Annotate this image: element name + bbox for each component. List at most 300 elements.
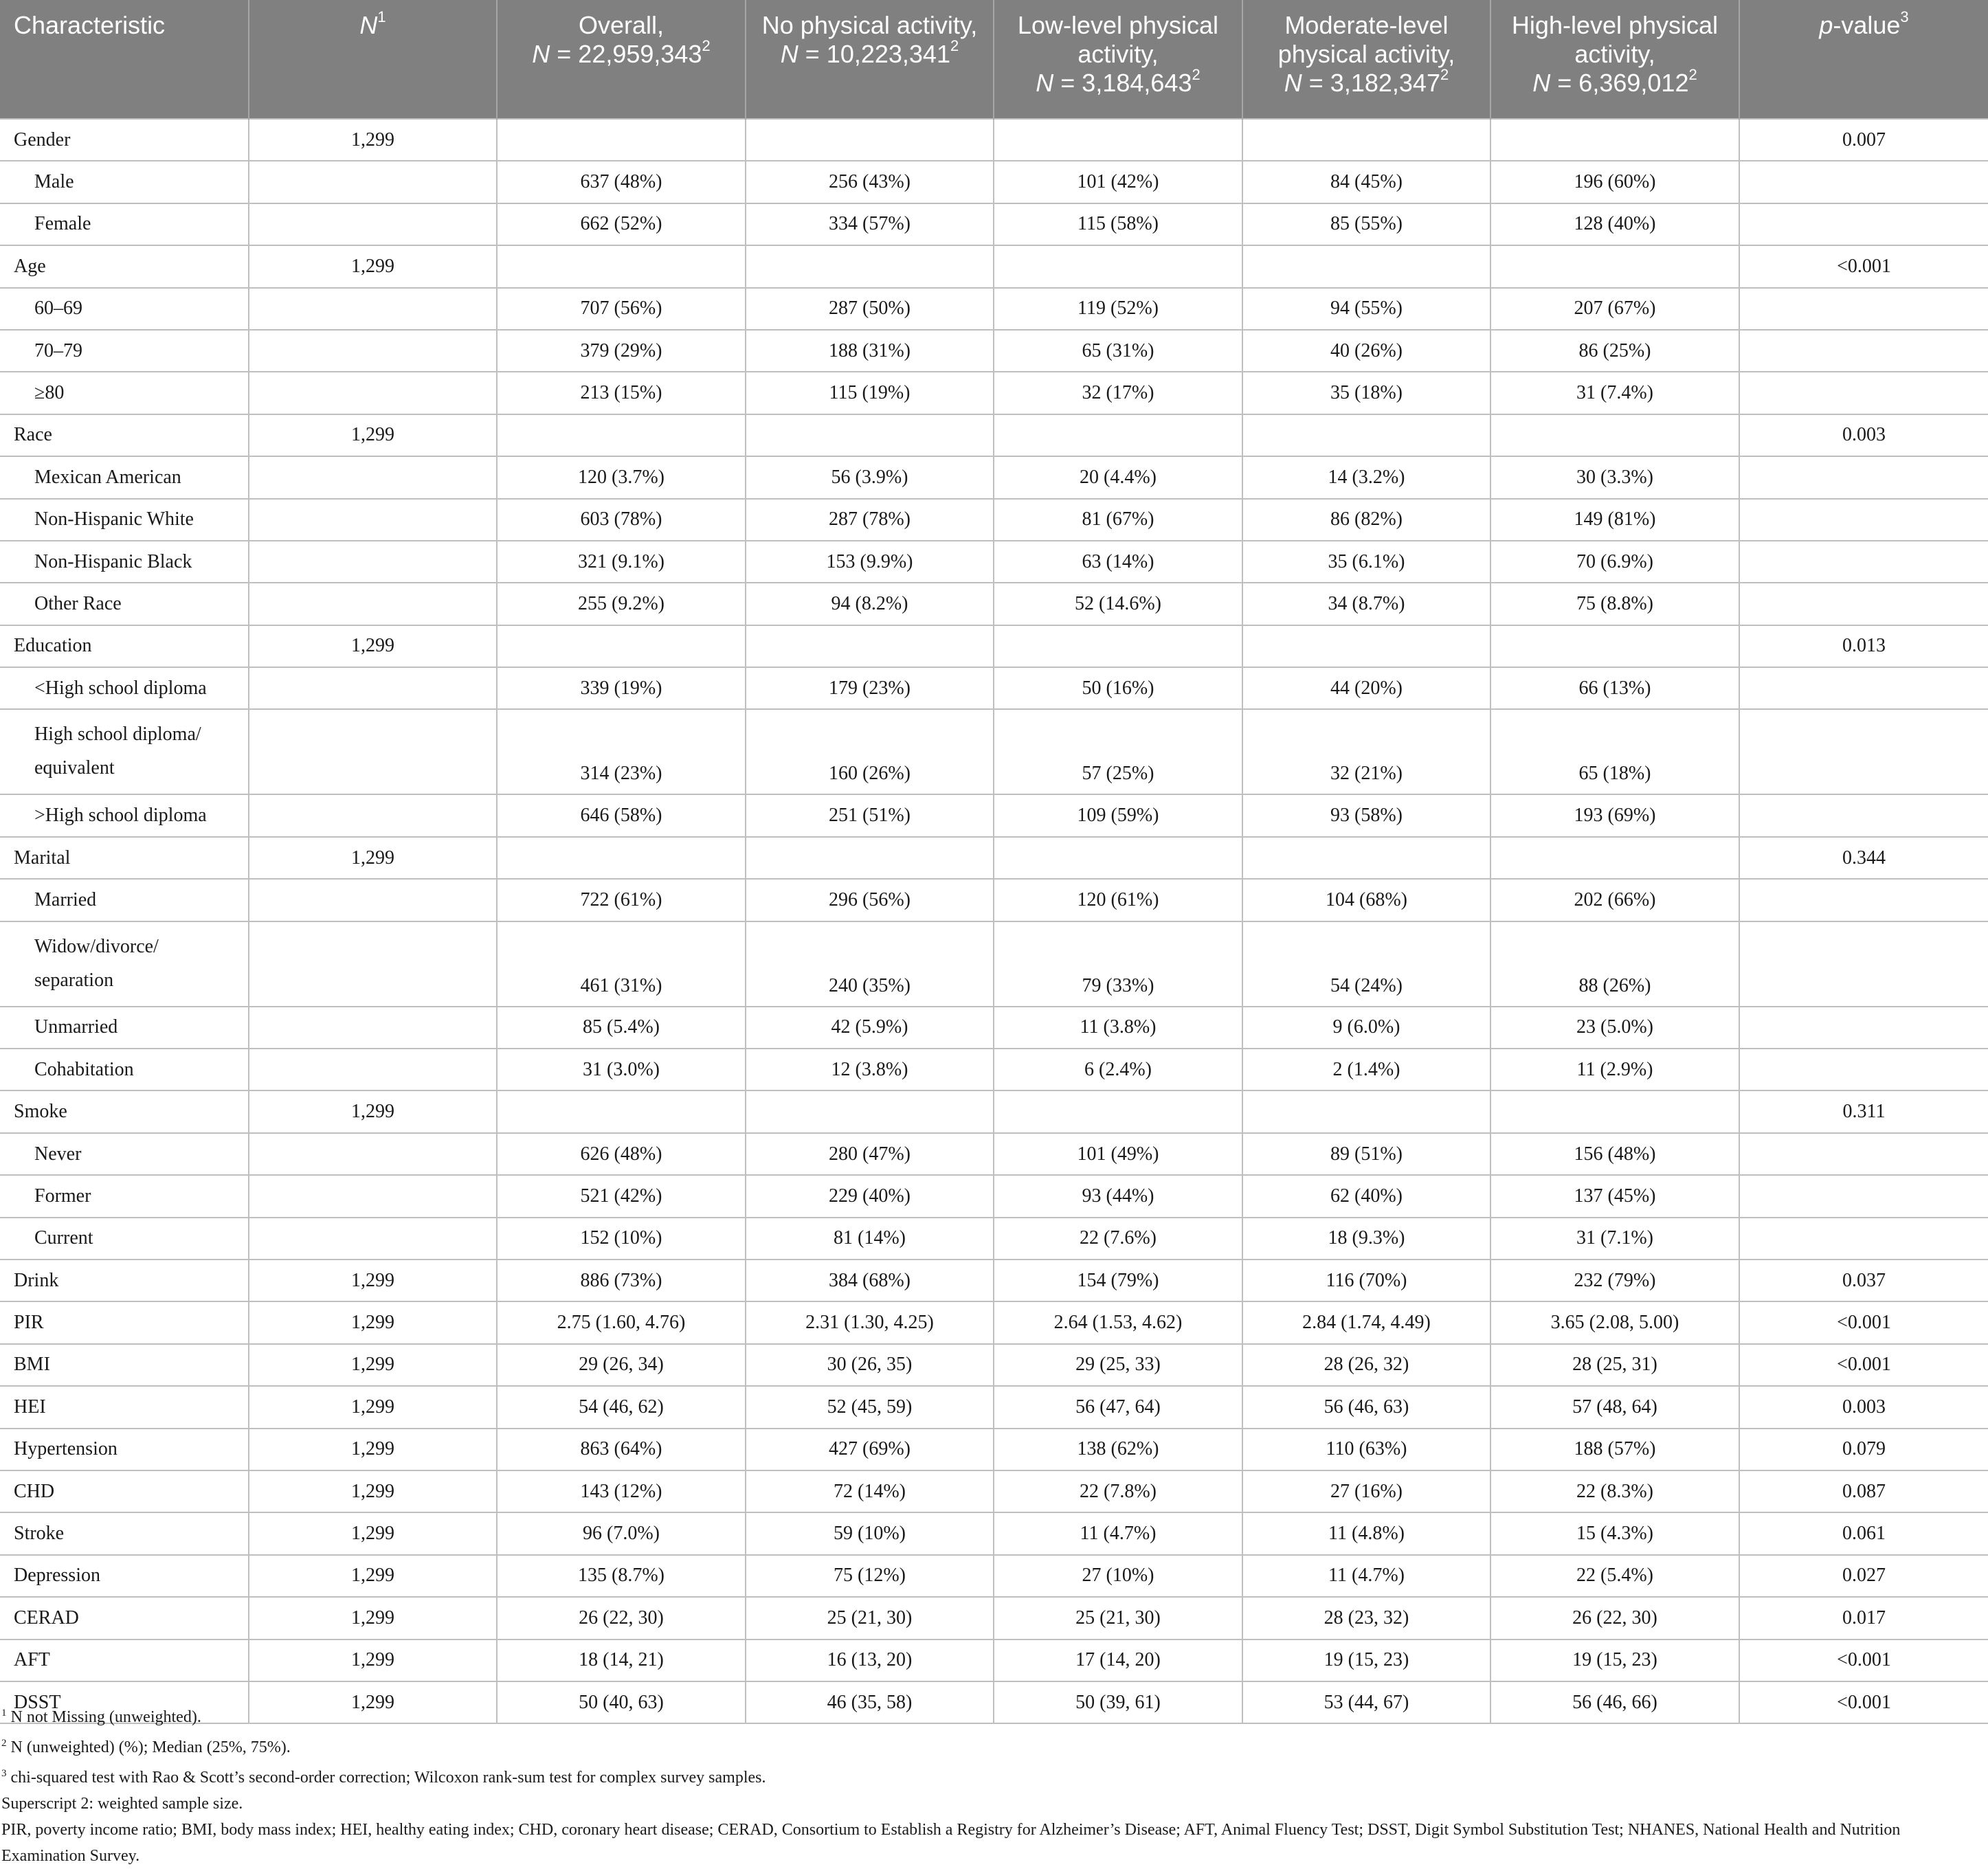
- cell-low-activity: 2.64 (1.53, 4.62): [994, 1301, 1242, 1343]
- cell-n: 1,299: [249, 1301, 497, 1343]
- cell-low-activity: 138 (62%): [994, 1429, 1242, 1470]
- cell-p-value: <0.001: [1739, 1344, 1988, 1386]
- cell-overall: 152 (10%): [497, 1218, 746, 1260]
- cell-high-activity: 3.65 (2.08, 5.00): [1490, 1301, 1739, 1343]
- cell-no-activity: [746, 414, 994, 456]
- cell-characteristic: Gender: [0, 119, 249, 161]
- cell-n: 1,299: [249, 1429, 497, 1470]
- cell-p-value: 0.061: [1739, 1512, 1988, 1554]
- cell-p-value: [1739, 583, 1988, 625]
- cell-overall: 85 (5.4%): [497, 1007, 746, 1049]
- cell-n: [249, 456, 497, 498]
- cell-low-activity: 25 (21, 30): [994, 1597, 1242, 1639]
- cell-p-value: [1739, 921, 1988, 1007]
- cell-p-value: [1739, 499, 1988, 541]
- cell-overall: [497, 837, 746, 879]
- cell-high-activity: 65 (18%): [1490, 709, 1739, 794]
- cell-n: [249, 667, 497, 709]
- cell-n: [249, 1218, 497, 1260]
- cell-p-value: 0.017: [1739, 1597, 1988, 1639]
- table-body: [0, 119, 1988, 1723]
- cell-p-value: [1739, 203, 1988, 245]
- cell-low-activity: 50 (16%): [994, 667, 1242, 709]
- cell-moderate-activity: 11 (4.8%): [1242, 1512, 1490, 1554]
- table-row: [0, 1429, 1988, 1470]
- cell-moderate-activity: 28 (23, 32): [1242, 1597, 1490, 1639]
- cell-no-activity: 16 (13, 20): [746, 1639, 994, 1681]
- table-subrow: [0, 288, 1988, 330]
- cell-low-activity: 79 (33%): [994, 921, 1242, 1007]
- cell-overall: 603 (78%): [497, 499, 746, 541]
- cell-n: [249, 541, 497, 583]
- cell-moderate-activity: 32 (21%): [1242, 709, 1490, 794]
- cell-moderate-activity: 27 (16%): [1242, 1470, 1490, 1512]
- cell-p-value: [1739, 161, 1988, 203]
- table-subrow: [0, 372, 1988, 414]
- cell-low-activity: 50 (39, 61): [994, 1681, 1242, 1723]
- cell-p-value: [1739, 879, 1988, 921]
- cell-moderate-activity: 84 (45%): [1242, 161, 1490, 203]
- cell-low-activity: 81 (67%): [994, 499, 1242, 541]
- cell-low-activity: 65 (31%): [994, 330, 1242, 372]
- footnote: $^1$ N not Missing (unweighted).: [1, 1708, 201, 1726]
- cell-n: [249, 161, 497, 203]
- cell-overall: 26 (22, 30): [497, 1597, 746, 1639]
- cell-moderate-activity: 116 (70%): [1242, 1260, 1490, 1301]
- cell-moderate-activity: 35 (6.1%): [1242, 541, 1490, 583]
- cell-high-activity: 31 (7.4%): [1490, 372, 1739, 414]
- cell-overall: [497, 414, 746, 456]
- cell-moderate-activity: 93 (58%): [1242, 794, 1490, 836]
- table-row: [0, 245, 1988, 287]
- cell-no-activity: 296 (56%): [746, 879, 994, 921]
- footnote: Superscript 2: weighted sample size.: [1, 1795, 243, 1813]
- header-moderate-activity: Moderate-level physical activity, $N = 3,182,347^2$: [1242, 0, 1490, 119]
- cell-overall: 863 (64%): [497, 1429, 746, 1470]
- cell-moderate-activity: 19 (15, 23): [1242, 1639, 1490, 1681]
- table-row: [0, 119, 1988, 161]
- header-overall: Overall, $N = 22,959,343^2$: [497, 0, 746, 119]
- cell-high-activity: 232 (79%): [1490, 1260, 1739, 1301]
- cell-high-activity: 30 (3.3%): [1490, 456, 1739, 498]
- cell-n: 1,299: [249, 1386, 497, 1428]
- cell-high-activity: 23 (5.0%): [1490, 1007, 1739, 1049]
- cell-overall: 54 (46, 62): [497, 1386, 746, 1428]
- cell-low-activity: 6 (2.4%): [994, 1049, 1242, 1090]
- cell-characteristic: AFT: [0, 1639, 249, 1681]
- cell-p-value: [1739, 541, 1988, 583]
- cell-no-activity: 72 (14%): [746, 1470, 994, 1512]
- table-subrow: [0, 794, 1988, 836]
- cell-n: [249, 709, 497, 794]
- cell-p-value: [1739, 667, 1988, 709]
- cell-overall: 29 (26, 34): [497, 1344, 746, 1386]
- cell-overall: 50 (40, 63): [497, 1681, 746, 1723]
- table-subrow: [0, 161, 1988, 203]
- cell-low-activity: 52 (14.6%): [994, 583, 1242, 625]
- cell-moderate-activity: 14 (3.2%): [1242, 456, 1490, 498]
- cell-n: [249, 203, 497, 245]
- table-subrow: [0, 921, 1988, 1007]
- table-row: [0, 625, 1988, 667]
- cell-n: [249, 1175, 497, 1217]
- cell-high-activity: 57 (48, 64): [1490, 1386, 1739, 1428]
- cell-no-activity: 384 (68%): [746, 1260, 994, 1301]
- cell-high-activity: 66 (13%): [1490, 667, 1739, 709]
- cell-characteristic: Former: [0, 1175, 249, 1217]
- cell-high-activity: [1490, 1090, 1739, 1132]
- footnote: PIR, poverty income ratio; BMI, body mass index; HEI, healthy eating index; CHD, coronary heart disease; CERAD, Consortium to Establish a Registry for Alzheimer’s Disease; AFT, Animal Fluency Test; DSST, Digit Symbol Substitution Test; NHANES, National Health and Nutrition Examination Survey.: [1, 1821, 1901, 1865]
- cell-low-activity: 11 (4.7%): [994, 1512, 1242, 1554]
- cell-p-value: 0.311: [1739, 1090, 1988, 1132]
- cell-no-activity: [746, 119, 994, 161]
- cell-no-activity: [746, 1090, 994, 1132]
- footnote: $^3$ chi-squared test with Rao & Scott’s second-order correction; Wilcoxon rank-sum test for complex survey samples.: [1, 1768, 766, 1787]
- cell-low-activity: 101 (49%): [994, 1133, 1242, 1175]
- table-row: [0, 837, 1988, 879]
- cell-no-activity: [746, 625, 994, 667]
- cell-n: 1,299: [249, 1681, 497, 1723]
- cell-n: 1,299: [249, 1597, 497, 1639]
- cell-high-activity: 193 (69%): [1490, 794, 1739, 836]
- cell-low-activity: [994, 1090, 1242, 1132]
- cell-moderate-activity: 2.84 (1.74, 4.49): [1242, 1301, 1490, 1343]
- cell-no-activity: 46 (35, 58): [746, 1681, 994, 1723]
- cell-high-activity: [1490, 837, 1739, 879]
- cell-overall: 96 (7.0%): [497, 1512, 746, 1554]
- cell-moderate-activity: 85 (55%): [1242, 203, 1490, 245]
- cell-no-activity: 59 (10%): [746, 1512, 994, 1554]
- cell-moderate-activity: 94 (55%): [1242, 288, 1490, 330]
- cell-low-activity: [994, 119, 1242, 161]
- cell-p-value: [1739, 1007, 1988, 1049]
- cell-no-activity: 280 (47%): [746, 1133, 994, 1175]
- cell-characteristic: Marital: [0, 837, 249, 879]
- cell-high-activity: [1490, 414, 1739, 456]
- cell-characteristic: Widow/divorce/ separation: [0, 921, 249, 1007]
- cell-overall: 707 (56%): [497, 288, 746, 330]
- table-subrow: [0, 583, 1988, 625]
- cell-low-activity: 22 (7.8%): [994, 1470, 1242, 1512]
- cell-moderate-activity: 9 (6.0%): [1242, 1007, 1490, 1049]
- cell-no-activity: 240 (35%): [746, 921, 994, 1007]
- cell-high-activity: 202 (66%): [1490, 879, 1739, 921]
- cell-high-activity: 75 (8.8%): [1490, 583, 1739, 625]
- cell-p-value: [1739, 288, 1988, 330]
- cell-no-activity: 287 (50%): [746, 288, 994, 330]
- cell-n: [249, 921, 497, 1007]
- table-row: [0, 1555, 1988, 1597]
- cell-low-activity: 11 (3.8%): [994, 1007, 1242, 1049]
- cell-moderate-activity: [1242, 245, 1490, 287]
- cell-high-activity: 137 (45%): [1490, 1175, 1739, 1217]
- cell-moderate-activity: 104 (68%): [1242, 879, 1490, 921]
- cell-n: [249, 499, 497, 541]
- cell-characteristic: CERAD: [0, 1597, 249, 1639]
- cell-p-value: 0.007: [1739, 119, 1988, 161]
- footnote: $^2$ N (unweighted) (%); Median (25%, 75%).: [1, 1738, 291, 1756]
- cell-characteristic: Other Race: [0, 583, 249, 625]
- table-row: [0, 1512, 1988, 1554]
- cell-characteristic: ≥80: [0, 372, 249, 414]
- cell-high-activity: 207 (67%): [1490, 288, 1739, 330]
- cell-p-value: <0.001: [1739, 1301, 1988, 1343]
- cell-p-value: [1739, 456, 1988, 498]
- cell-characteristic: 70–79: [0, 330, 249, 372]
- cell-high-activity: 149 (81%): [1490, 499, 1739, 541]
- cell-high-activity: 156 (48%): [1490, 1133, 1739, 1175]
- header-high-activity: High-level physical activity, $N = 6,369,012^2$: [1490, 0, 1739, 119]
- cell-n: 1,299: [249, 1470, 497, 1512]
- cell-characteristic: Depression: [0, 1555, 249, 1597]
- cell-overall: 120 (3.7%): [497, 456, 746, 498]
- cell-characteristic: Smoke: [0, 1090, 249, 1132]
- cell-high-activity: 188 (57%): [1490, 1429, 1739, 1470]
- cell-moderate-activity: 28 (26, 32): [1242, 1344, 1490, 1386]
- cell-characteristic: BMI: [0, 1344, 249, 1386]
- cell-overall: 321 (9.1%): [497, 541, 746, 583]
- cell-low-activity: 109 (59%): [994, 794, 1242, 836]
- cell-overall: 379 (29%): [497, 330, 746, 372]
- cell-p-value: 0.003: [1739, 1386, 1988, 1428]
- cell-low-activity: 154 (79%): [994, 1260, 1242, 1301]
- cell-p-value: [1739, 330, 1988, 372]
- cell-low-activity: 32 (17%): [994, 372, 1242, 414]
- cell-p-value: [1739, 1049, 1988, 1090]
- header-p-value: p-value$^3$: [1739, 0, 1988, 119]
- cell-low-activity: 27 (10%): [994, 1555, 1242, 1597]
- cell-no-activity: 52 (45, 59): [746, 1386, 994, 1428]
- cell-overall: 2.75 (1.60, 4.76): [497, 1301, 746, 1343]
- cell-n: 1,299: [249, 414, 497, 456]
- cell-characteristic: Unmarried: [0, 1007, 249, 1049]
- header-characteristic: Characteristic: [0, 0, 249, 119]
- cell-overall: 722 (61%): [497, 879, 746, 921]
- cell-n: 1,299: [249, 1260, 497, 1301]
- cell-low-activity: [994, 245, 1242, 287]
- cell-characteristic: >High school diploma: [0, 794, 249, 836]
- cell-characteristic: Current: [0, 1218, 249, 1260]
- table-row: [0, 1386, 1988, 1428]
- cell-n: [249, 1007, 497, 1049]
- cell-high-activity: 31 (7.1%): [1490, 1218, 1739, 1260]
- cell-moderate-activity: 56 (46, 63): [1242, 1386, 1490, 1428]
- table-subrow: [0, 667, 1988, 709]
- cell-characteristic: Drink: [0, 1260, 249, 1301]
- cell-low-activity: [994, 837, 1242, 879]
- cell-no-activity: 287 (78%): [746, 499, 994, 541]
- cell-characteristic: Married: [0, 879, 249, 921]
- table-subrow: [0, 1049, 1988, 1090]
- table-row: [0, 1260, 1988, 1301]
- cell-no-activity: 75 (12%): [746, 1555, 994, 1597]
- cell-n: 1,299: [249, 245, 497, 287]
- cell-no-activity: 2.31 (1.30, 4.25): [746, 1301, 994, 1343]
- table-row: [0, 1470, 1988, 1512]
- cell-low-activity: 29 (25, 33): [994, 1344, 1242, 1386]
- cell-high-activity: [1490, 625, 1739, 667]
- cell-p-value: [1739, 372, 1988, 414]
- cell-no-activity: 188 (31%): [746, 330, 994, 372]
- cell-moderate-activity: [1242, 625, 1490, 667]
- cell-overall: [497, 245, 746, 287]
- cell-no-activity: [746, 837, 994, 879]
- cell-no-activity: 256 (43%): [746, 161, 994, 203]
- cell-characteristic: PIR: [0, 1301, 249, 1343]
- cell-n: 1,299: [249, 119, 497, 161]
- cell-n: [249, 794, 497, 836]
- cell-high-activity: [1490, 119, 1739, 161]
- cell-high-activity: 56 (46, 66): [1490, 1681, 1739, 1723]
- cell-low-activity: 93 (44%): [994, 1175, 1242, 1217]
- cell-low-activity: 22 (7.6%): [994, 1218, 1242, 1260]
- cell-moderate-activity: 40 (26%): [1242, 330, 1490, 372]
- cell-characteristic: <High school diploma: [0, 667, 249, 709]
- cell-characteristic: Non-Hispanic White: [0, 499, 249, 541]
- table-subrow: [0, 330, 1988, 372]
- cell-overall: 255 (9.2%): [497, 583, 746, 625]
- cell-n: 1,299: [249, 1639, 497, 1681]
- cell-high-activity: 196 (60%): [1490, 161, 1739, 203]
- cell-n: 1,299: [249, 1512, 497, 1554]
- cell-overall: 339 (19%): [497, 667, 746, 709]
- cell-overall: 521 (42%): [497, 1175, 746, 1217]
- cell-n: [249, 1133, 497, 1175]
- cell-low-activity: 17 (14, 20): [994, 1639, 1242, 1681]
- cell-moderate-activity: 35 (18%): [1242, 372, 1490, 414]
- cell-p-value: <0.001: [1739, 1639, 1988, 1681]
- cell-low-activity: [994, 414, 1242, 456]
- cell-no-activity: 94 (8.2%): [746, 583, 994, 625]
- cell-high-activity: 86 (25%): [1490, 330, 1739, 372]
- cell-n: 1,299: [249, 1344, 497, 1386]
- cell-no-activity: 30 (26, 35): [746, 1344, 994, 1386]
- cell-no-activity: 12 (3.8%): [746, 1049, 994, 1090]
- cell-n: 1,299: [249, 625, 497, 667]
- cell-overall: 626 (48%): [497, 1133, 746, 1175]
- table-subrow: [0, 456, 1988, 498]
- header-no-activity: No physical activity, $N = 10,223,341^2$: [746, 0, 994, 119]
- cell-characteristic: Non-Hispanic Black: [0, 541, 249, 583]
- cell-high-activity: 128 (40%): [1490, 203, 1739, 245]
- cell-p-value: [1739, 709, 1988, 794]
- cell-overall: [497, 1090, 746, 1132]
- header-n: $N^1$: [249, 0, 497, 119]
- cell-high-activity: 28 (25, 31): [1490, 1344, 1739, 1386]
- cell-p-value: 0.087: [1739, 1470, 1988, 1512]
- cell-overall: 461 (31%): [497, 921, 746, 1007]
- cell-no-activity: 56 (3.9%): [746, 456, 994, 498]
- cell-moderate-activity: 44 (20%): [1242, 667, 1490, 709]
- header-row: [0, 0, 1988, 119]
- cell-overall: 135 (8.7%): [497, 1555, 746, 1597]
- cell-overall: [497, 119, 746, 161]
- cell-moderate-activity: [1242, 414, 1490, 456]
- cell-n: [249, 330, 497, 372]
- cell-no-activity: 251 (51%): [746, 794, 994, 836]
- cell-moderate-activity: 11 (4.7%): [1242, 1555, 1490, 1597]
- cell-no-activity: 229 (40%): [746, 1175, 994, 1217]
- cell-p-value: [1739, 1218, 1988, 1260]
- cell-moderate-activity: 89 (51%): [1242, 1133, 1490, 1175]
- cell-characteristic: Age: [0, 245, 249, 287]
- cell-p-value: 0.013: [1739, 625, 1988, 667]
- cell-no-activity: 160 (26%): [746, 709, 994, 794]
- cell-moderate-activity: [1242, 119, 1490, 161]
- cell-high-activity: 26 (22, 30): [1490, 1597, 1739, 1639]
- cell-moderate-activity: [1242, 837, 1490, 879]
- table-subrow: [0, 1218, 1988, 1260]
- cell-moderate-activity: 53 (44, 67): [1242, 1681, 1490, 1723]
- cell-moderate-activity: 18 (9.3%): [1242, 1218, 1490, 1260]
- cell-no-activity: 25 (21, 30): [746, 1597, 994, 1639]
- cell-characteristic: Stroke: [0, 1512, 249, 1554]
- cell-low-activity: 63 (14%): [994, 541, 1242, 583]
- cell-n: [249, 288, 497, 330]
- table-row: [0, 414, 1988, 456]
- cell-n: [249, 879, 497, 921]
- cell-p-value: 0.344: [1739, 837, 1988, 879]
- cell-p-value: 0.027: [1739, 1555, 1988, 1597]
- table-subrow: [0, 541, 1988, 583]
- table-subrow: [0, 499, 1988, 541]
- cell-high-activity: 11 (2.9%): [1490, 1049, 1739, 1090]
- cell-overall: 143 (12%): [497, 1470, 746, 1512]
- cell-no-activity: [746, 245, 994, 287]
- table-subrow: [0, 1007, 1988, 1049]
- table-footnotes: [0, 1700, 1979, 1869]
- cell-n: 1,299: [249, 1090, 497, 1132]
- cell-n: [249, 1049, 497, 1090]
- cell-characteristic: DSST: [0, 1681, 249, 1723]
- header-low-activity: Low-level physical activity, $N = 3,184,643^2$: [994, 0, 1242, 119]
- table-row: [0, 1597, 1988, 1639]
- cell-p-value: [1739, 794, 1988, 836]
- cell-no-activity: 115 (19%): [746, 372, 994, 414]
- cell-characteristic: Race: [0, 414, 249, 456]
- cell-n: [249, 372, 497, 414]
- cell-characteristic: Education: [0, 625, 249, 667]
- cell-low-activity: 56 (47, 64): [994, 1386, 1242, 1428]
- cell-low-activity: 101 (42%): [994, 161, 1242, 203]
- table-header: [0, 0, 1988, 119]
- cell-characteristic: 60–69: [0, 288, 249, 330]
- cell-low-activity: [994, 625, 1242, 667]
- cell-n: 1,299: [249, 837, 497, 879]
- cell-characteristic: Mexican American: [0, 456, 249, 498]
- cell-high-activity: 22 (5.4%): [1490, 1555, 1739, 1597]
- table-row: [0, 1301, 1988, 1343]
- cell-moderate-activity: [1242, 1090, 1490, 1132]
- cell-n: [249, 583, 497, 625]
- cell-overall: 646 (58%): [497, 794, 746, 836]
- cell-characteristic: High school diploma/ equivalent: [0, 709, 249, 794]
- cell-characteristic: HEI: [0, 1386, 249, 1428]
- cell-high-activity: 19 (15, 23): [1490, 1639, 1739, 1681]
- cell-characteristic: Hypertension: [0, 1429, 249, 1470]
- cell-overall: 662 (52%): [497, 203, 746, 245]
- cell-overall: [497, 625, 746, 667]
- table-row: [0, 1344, 1988, 1386]
- cell-characteristic: Never: [0, 1133, 249, 1175]
- cell-moderate-activity: 110 (63%): [1242, 1429, 1490, 1470]
- cell-no-activity: 153 (9.9%): [746, 541, 994, 583]
- cell-overall: 886 (73%): [497, 1260, 746, 1301]
- table-row: [0, 1639, 1988, 1681]
- cell-high-activity: [1490, 245, 1739, 287]
- cell-p-value: <0.001: [1739, 245, 1988, 287]
- cell-low-activity: 115 (58%): [994, 203, 1242, 245]
